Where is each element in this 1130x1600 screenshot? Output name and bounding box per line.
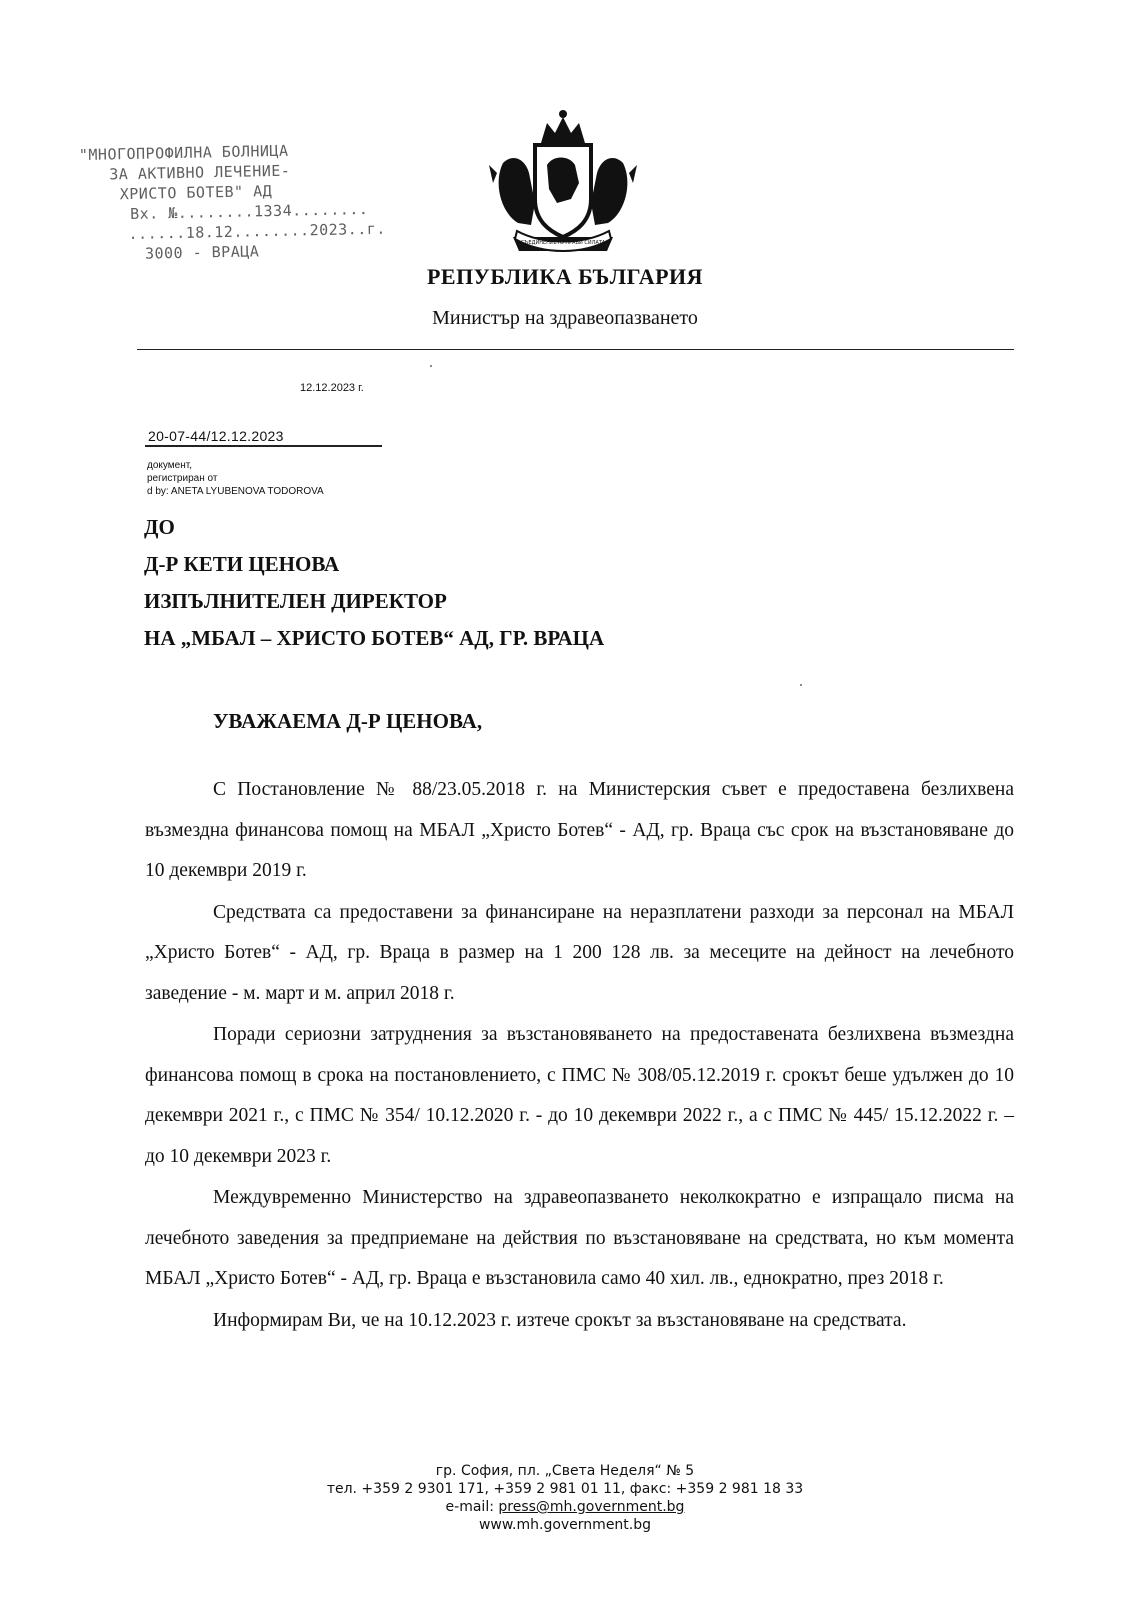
addressee-line: ИЗПЪЛНИТЕЛЕН ДИРЕКТОР: [144, 589, 447, 613]
republic-title: РЕПУБЛИКА БЪЛГАРИЯ: [426, 264, 704, 289]
footer-email-line: [0, 1498, 1130, 1516]
scan-speck: [430, 365, 432, 367]
footer-phones: тел. +359 2 9301 171, +359 2 981 01 11, факс: +359 2 981 18 33: [326, 1481, 804, 1497]
registration-underline: [145, 445, 382, 447]
stamp-line: 3000 - ВРАЦА: [144, 242, 260, 263]
stamp-line: "МНОГОПРОФИЛНА БОЛНИЦА: [78, 141, 289, 165]
paragraph: Поради сериозни затруднения за възстановяването на предоставената безлихвена възмездна финансова помощ в срока на постановлението, с ПМС № 308/05.12.2019 г. срокът беше удължен до 10 декември 2021 г., с ПМС № 354/ 10.12.2020 г. - до 10 декември 2022 г., а с ПМС № 445/ 15.12.2022 г. – до 10 декември 2023 г.: [145, 1024, 1014, 1167]
stamp-line: Вх. №........1334........: [129, 200, 369, 223]
footer-email-link[interactable]: press@mh.government.bg: [498, 1499, 685, 1515]
registration-meta-line: документ,: [147, 460, 192, 471]
stamp-line: ХРИСТО БОТЕВ" АД: [119, 182, 273, 204]
footer-website: www.mh.government.bg: [478, 1517, 652, 1533]
addressee-line: НА „МБАЛ – ХРИСТО БОТЕВ“ АД, ГР. ВРАЦА: [144, 626, 605, 650]
stamp-line: ......18.12........2023..г.: [128, 219, 387, 244]
registration-meta-line: d by: ANETA LYUBENOVA TODOROVA: [147, 486, 324, 497]
addressee-line: Д-Р КЕТИ ЦЕНОВА: [144, 552, 340, 576]
addressee-line: ДО: [144, 515, 175, 539]
registration-number: 20-07-44/12.12.2023: [148, 428, 284, 444]
scan-speck: [800, 684, 802, 686]
letter-body: [145, 770, 1014, 1342]
footer-email-label: e-mail:: [445, 1499, 499, 1515]
registration-meta: [147, 459, 324, 498]
coat-of-arms-emblem: [483, 103, 643, 263]
paragraph: С Постановление № 88/23.05.2018 г. на Министерския съвет е предоставена безлихвена възмездна финансова помощ на МБАЛ „Христо Ботев“ - АД, гр. Враца със срок на възстановяване до 10 декември 2019 г.: [145, 779, 1014, 881]
header-divider: [137, 349, 1014, 350]
document-date: 12.12.2023 г.: [300, 382, 364, 394]
incoming-registration-stamp: [78, 139, 387, 275]
paragraph: Средствата са предоставени за финансиране на неразплатени разходи за персонал на МБАЛ „Христо Ботев“ - АД, гр. Враца в размер на 1 200 128 лв. за месеците на дейност на лечебното заведение - м. март и м. април 2018 г.: [145, 901, 1014, 1004]
paragraph: Информирам Ви, че на 10.12.2023 г. изтече срокът за възстановяване на средствата.: [213, 1309, 907, 1331]
ministry-title: Министър на здравеопазването: [432, 307, 698, 329]
registration-meta-line: регистриран от: [147, 473, 218, 484]
salutation: УВАЖАЕМА Д-Р ЦЕНОВА,: [213, 709, 483, 733]
paragraph: Междувременно Министерство на здравеопазването неколкократно е изпращало писма на лечебното заведения за предприемане на действия по възстановяване на средствата, но към момента МБАЛ „Христо Ботев“ - АД, гр. Враца е възстановила само 40 хил. лв., еднократно, през 2018 г.: [145, 1187, 1014, 1289]
footer-address: гр. София, пл. „Света Неделя“ № 5: [435, 1463, 695, 1479]
footer-contacts: [0, 1462, 1130, 1534]
emblem-motto: СЪЕДИНЕНИЕТО ПРАВИ СИЛАТА: [520, 240, 606, 246]
stamp-line: ЗА АКТИВНО ЛЕЧЕНИЕ-: [109, 161, 291, 184]
addressee-block: [144, 509, 604, 657]
